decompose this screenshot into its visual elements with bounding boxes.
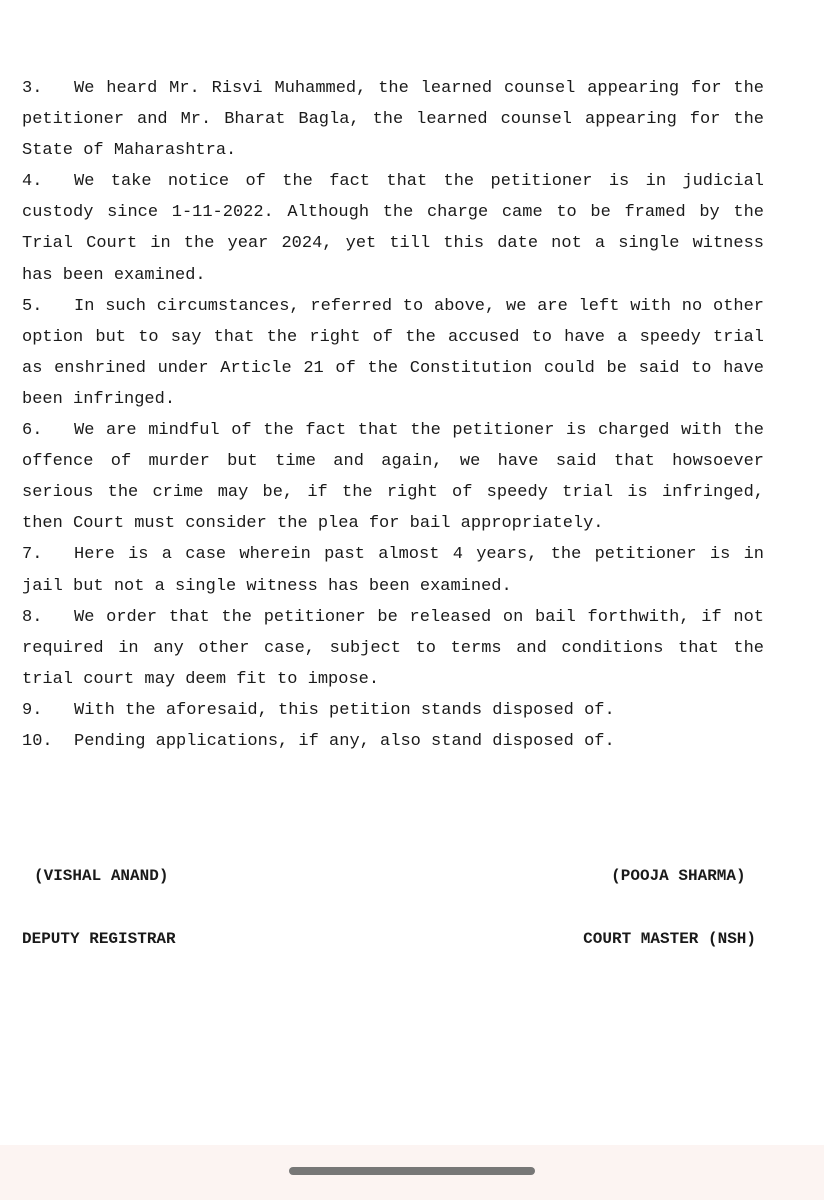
signatory-name: (VISHAL ANAND) <box>34 867 169 885</box>
paragraph-number: 4. <box>22 172 43 192</box>
paragraph-6 <box>22 415 764 539</box>
paragraph-text: We heard Mr. Risvi Muhammed, the learned counsel appearing for the petitioner and Mr. Bharat Bagla, the learned counsel appearing for the State of Maharashtra. <box>22 79 764 161</box>
order-paragraphs <box>22 73 764 757</box>
paragraph-number: 7. <box>22 545 43 565</box>
paragraph-3 <box>22 73 764 166</box>
paragraph-number: 9. <box>22 700 43 720</box>
signatory-title: DEPUTY REGISTRAR <box>22 930 176 948</box>
paragraph-text: We take notice of the fact that the petitioner is in judicial custody since 1-11-2022. Although the charge came to be framed by the Trial Court in the year 2024, yet till this date not a single witness has been examined. <box>22 172 764 285</box>
signature-block-left <box>22 824 176 992</box>
signatory-name: (POOJA SHARMA) <box>611 867 746 885</box>
paragraph-9 <box>22 695 764 726</box>
paragraph-number: 6. <box>22 421 43 441</box>
signature-block-right <box>583 824 756 992</box>
paragraph-text: Pending applications, if any, also stand disposed of. <box>74 731 615 751</box>
signatory-title: COURT MASTER (NSH) <box>583 930 756 948</box>
paragraph-number: 8. <box>22 607 43 627</box>
paragraph-text: In such circumstances, referred to above, we are left with no other option but to say that the right of the accused to have a speedy trial as enshrined under Article 21 of the Constitution could be said to have been infringed. <box>22 296 764 409</box>
paragraph-5 <box>22 291 764 415</box>
paragraph-text: Here is a case wherein past almost 4 years, the petitioner is in jail but not a single witness has been examined. <box>22 545 764 596</box>
paragraph-7 <box>22 539 764 601</box>
paragraph-number: 3. <box>22 79 43 98</box>
home-indicator[interactable] <box>289 1167 535 1175</box>
paragraph-4 <box>22 166 764 290</box>
paragraph-text: With the aforesaid, this petition stands disposed of. <box>74 700 615 720</box>
paragraph-text: We are mindful of the fact that the petitioner is charged with the offence of murder but time and again, we have said that howsoever serious the crime may be, if the right of speedy trial is infringed, then Court must consider the plea for bail appropriately. <box>22 421 764 534</box>
paragraph-number: 10. <box>22 731 53 751</box>
paragraph-number: 5. <box>22 296 43 316</box>
paragraph-text: We order that the petitioner be released on bail forthwith, if not required in any other case, subject to terms and conditions that the trial court may deem fit to impose. <box>22 607 764 689</box>
paragraph-10 <box>22 726 764 757</box>
paragraph-8 <box>22 602 764 695</box>
